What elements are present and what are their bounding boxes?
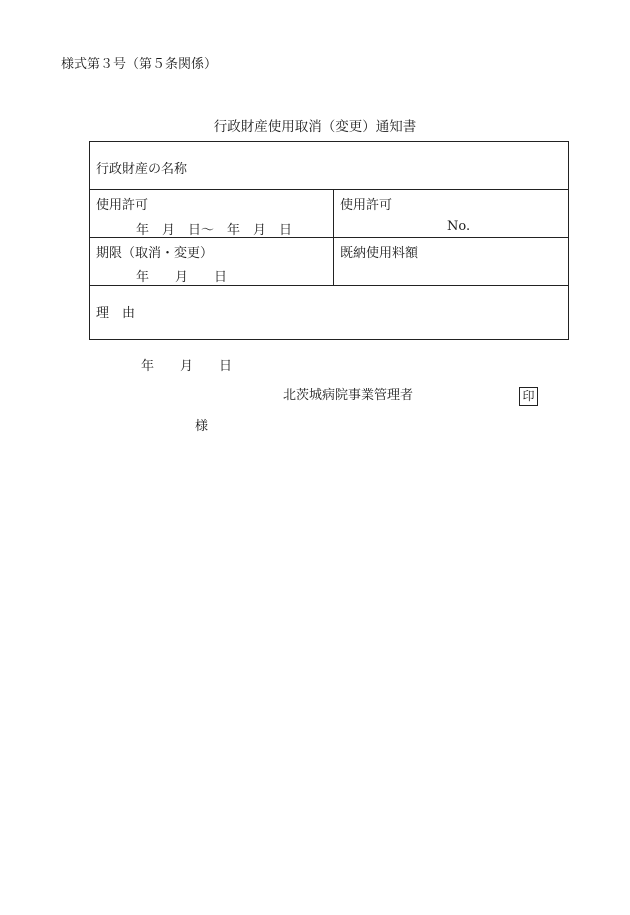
permit-number-label: 使用許可 <box>340 198 393 213</box>
issue-date: 年 月 日 <box>141 359 233 374</box>
issuer-name: 北茨城病院事業管理者 <box>283 388 414 403</box>
notice-form-table <box>89 141 569 340</box>
reason-label: 理 由 <box>96 306 136 321</box>
permit-period-label: 使用許可 <box>96 198 149 213</box>
property-name-label: 行政財産の名称 <box>96 162 188 177</box>
permit-number-no: No. <box>447 219 471 234</box>
recipient-suffix: 様 <box>195 419 209 434</box>
deadline-label: 期限（取消・変更） <box>96 246 214 261</box>
seal-stamp: 印 <box>519 387 538 406</box>
permit-period-dates: 年 月 日～ 年 月 日 <box>136 223 293 238</box>
existing-fee-label: 既納使用料額 <box>340 246 419 261</box>
document-title: 行政財産使用取消（変更）通知書 <box>213 119 417 135</box>
form-number: 様式第３号（第５条関係） <box>61 57 218 72</box>
column-divider <box>333 189 334 285</box>
row-divider <box>90 189 568 190</box>
row-divider <box>90 285 568 286</box>
deadline-date: 年 月 日 <box>136 270 228 285</box>
